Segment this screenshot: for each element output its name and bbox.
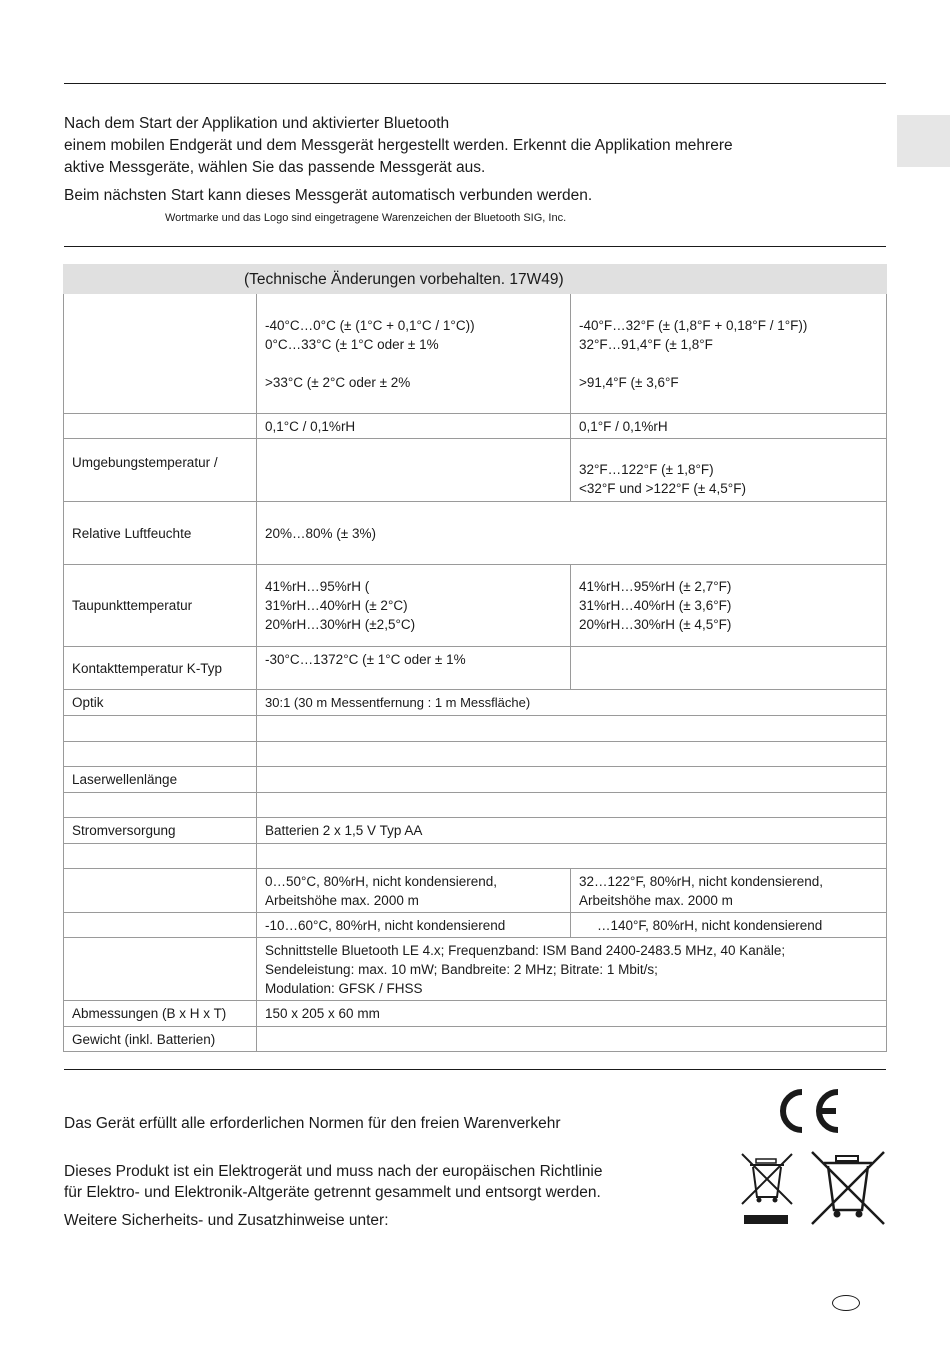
value-line: >91,4°F (± 3,6°F (579, 374, 679, 390)
row-label (64, 913, 257, 938)
row-label: Umgebungstemperatur / (64, 439, 257, 502)
more-info-line: Weitere Sicherheits- und Zusatzhinweise unter: (64, 1212, 389, 1229)
ce-mark-icon (774, 1086, 842, 1141)
row-label: Stromversorgung (64, 818, 257, 844)
intro-line-3: aktive Messgeräte, wählen Sie das passende Messgerät aus. (64, 159, 486, 176)
row-label (64, 938, 257, 1001)
row-value-celsius (257, 439, 571, 502)
row-label (64, 793, 257, 818)
row-label: Optik (64, 690, 257, 716)
row-value (257, 844, 887, 869)
table-header-text: (Technische Änderungen vorbehalten. 17W49) (244, 270, 564, 288)
weee-line-2: für Elektro- und Elektronik-Altgeräte getrennt gesammelt und entsorgt werden. (64, 1184, 601, 1201)
value-line: Arbeitshöhe max. 2000 m (265, 892, 419, 908)
row-value (257, 742, 887, 767)
row-value-celsius (257, 869, 571, 913)
row-value: Batterien 2 x 1,5 V Typ AA (257, 818, 887, 844)
row-label: Laserwellenlänge (64, 767, 257, 793)
table-row (64, 716, 887, 742)
row-value-radio (257, 938, 887, 1001)
crossed-bin-large-icon (810, 1150, 886, 1231)
value-line: 41%rH…95%rH ( (265, 579, 370, 594)
bluetooth-trademark-note: Wortmarke und das Logo sind eingetragene Warenzeichen der Bluetooth SIG, Inc. (165, 212, 567, 224)
table-row (64, 647, 887, 690)
table-row (64, 1027, 887, 1052)
value-line: 32°F…122°F (± 1,8°F) (579, 462, 714, 477)
table-row (64, 565, 887, 647)
table-row (64, 818, 887, 844)
row-value-fahrenheit (571, 869, 887, 913)
row-value-fahrenheit (571, 439, 887, 502)
table-row (64, 294, 887, 414)
value-line: Sendeleistung: max. 10 mW; Bandbreite: 2 MHz; Bitrate: 1 Mbit/s; (265, 961, 658, 977)
value-line: 32…122°F, 80%rH, nicht kondensierend, (579, 873, 824, 889)
value-line: 0…50°C, 80%rH, nicht kondensierend, (265, 873, 498, 889)
table-row (64, 913, 887, 938)
row-value-celsius (257, 294, 571, 414)
row-label (64, 742, 257, 767)
row-label (64, 294, 257, 414)
value-line: Arbeitshöhe max. 2000 m (579, 892, 733, 908)
row-value-fahrenheit (571, 294, 887, 414)
value-line: 41%rH…95%rH (± 2,7°F) (579, 579, 732, 594)
row-value-celsius: 0,1°C / 0,1%rH (257, 414, 571, 439)
section-rule (64, 246, 886, 247)
value-line: 0°C…33°C (± 1°C oder ± 1% (265, 336, 439, 352)
value-line: Schnittstelle Bluetooth LE 4.x; Frequenzband: ISM Band 2400-2483.5 MHz, 40 Kanäle; (265, 942, 786, 958)
value-line: >33°C (± 2°C oder ± 2% (265, 374, 411, 390)
row-label: Abmessungen (B x H x T) (64, 1001, 257, 1027)
table-row (64, 502, 887, 565)
row-value-fahrenheit (571, 647, 887, 690)
row-value: 20%…80% (± 3%) (257, 502, 887, 565)
value-line: 31%rH…40%rH (± 3,6°F) (579, 598, 732, 613)
weee-line-1: Dieses Produkt ist ein Elektrogerät und muss nach der europäischen Richtlinie (64, 1163, 603, 1180)
row-label: Relative Luftfeuchte (64, 502, 257, 565)
row-label: Kontakttemperatur K-Typ (64, 647, 257, 690)
row-label: Taupunkttemperatur (64, 565, 257, 647)
value-line: 31%rH…40%rH (± 2°C) (265, 598, 408, 613)
row-value-celsius: -30°C…1372°C (± 1°C oder ± 1% (257, 647, 571, 690)
value-gap (265, 354, 562, 373)
row-value-celsius (257, 565, 571, 647)
table-row (64, 938, 887, 1001)
row-label (64, 414, 257, 439)
footer-rule (64, 1069, 886, 1070)
table-row (64, 767, 887, 793)
table-row (64, 869, 887, 913)
row-label: Gewicht (inkl. Batterien) (64, 1027, 257, 1052)
row-label (64, 716, 257, 742)
page-marker-oval (832, 1295, 860, 1311)
intro-line-1: Nach dem Start der Applikation und aktivierter Bluetooth (64, 115, 450, 132)
table-row (64, 793, 887, 818)
table-row (64, 844, 887, 869)
row-value: 150 x 205 x 60 mm (257, 1001, 887, 1027)
value-line: -40°C…0°C (± (1°C + 0,1°C / 1°C)) (265, 317, 475, 333)
table-header (64, 265, 887, 294)
row-label (64, 869, 257, 913)
value-gap (579, 354, 878, 373)
row-value: 30:1 (30 m Messentfernung : 1 m Messfläche) (257, 690, 887, 716)
value-line: 20%rH…30%rH (± 4,5°F) (579, 617, 732, 632)
crossed-bin-small-icon (740, 1152, 794, 1231)
table-header-row (64, 265, 887, 294)
row-value (257, 1027, 887, 1052)
row-value (257, 767, 887, 793)
table-row (64, 439, 887, 502)
table-row (64, 690, 887, 716)
top-rule (64, 83, 886, 84)
intro-line-2: einem mobilen Endgerät und dem Messgerät hergestellt werden. Erkennt die Applikation mehrere (64, 137, 733, 154)
technical-data-table (63, 264, 887, 1052)
row-label (64, 844, 257, 869)
ce-statement: Das Gerät erfüllt alle erforderlichen Normen für den freien Warenverkehr (64, 1115, 561, 1132)
value-line: -40°F…32°F (± (1,8°F + 0,18°F / 1°F)) (579, 317, 808, 333)
row-value-fahrenheit: 0,1°F / 0,1%rH (571, 414, 887, 439)
value-line: <32°F und >122°F (± 4,5°F) (579, 481, 746, 496)
value-line: 32°F…91,4°F (± 1,8°F (579, 336, 713, 352)
table-row (64, 414, 887, 439)
table-row (64, 1001, 887, 1027)
row-value (257, 716, 887, 742)
row-value-fahrenheit (571, 565, 887, 647)
value-line: Modulation: GFSK / FHSS (265, 980, 423, 996)
row-value-fahrenheit: …140°F, 80%rH, nicht kondensierend (571, 913, 887, 938)
intro-line-4: Beim nächsten Start kann dieses Messgerät automatisch verbunden werden. (64, 187, 593, 204)
value-line: 20%rH…30%rH (±2,5°C) (265, 617, 416, 632)
language-tab-marker (897, 115, 950, 167)
table-row (64, 742, 887, 767)
row-value (257, 793, 887, 818)
row-value-celsius: -10…60°C, 80%rH, nicht kondensierend (257, 913, 571, 938)
